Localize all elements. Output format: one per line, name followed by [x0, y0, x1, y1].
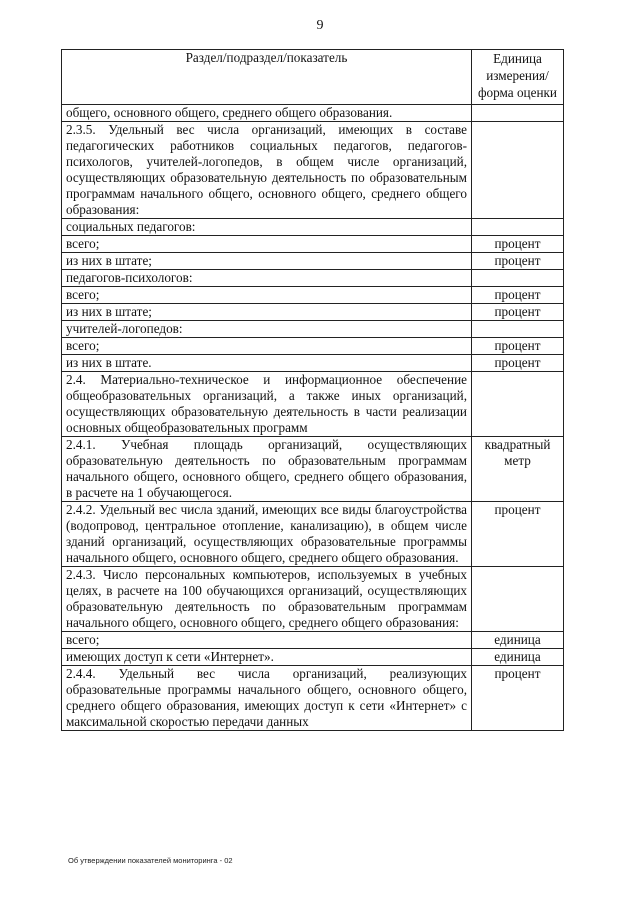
- unit-cell: квадратный метр: [472, 437, 564, 502]
- indicator-cell: педагогов-психологов:: [62, 270, 472, 287]
- indicator-cell: из них в штате.: [62, 355, 472, 372]
- indicator-cell: из них в штате;: [62, 304, 472, 321]
- table-header-row: [62, 50, 564, 105]
- unit-cell: [472, 122, 564, 219]
- table-row: [62, 338, 564, 355]
- header-section: Раздел/подраздел/показатель: [62, 50, 472, 105]
- indicator-cell: 2.3.5. Удельный вес числа организаций, имеющих в составе педагогических работников социальных педагогов, педагогов-психологов, учителей-логопедов, в общем числе организаций, осуществляющих образовательную деятельность по образовательным программам начального общего, основного общего, среднего общего образования:: [62, 122, 472, 219]
- unit-cell: процент: [472, 666, 564, 731]
- table-row: [62, 437, 564, 502]
- table-row: [62, 219, 564, 236]
- page-number: 9: [316, 18, 324, 33]
- indicator-cell: 2.4.1. Учебная площадь организаций, осуществляющих образовательную деятельность по образовательным программам начального общего, основного общего, среднего общего образования, в расчете на 1 обучающегося.: [62, 437, 472, 502]
- table-row: [62, 502, 564, 567]
- unit-cell: [472, 372, 564, 437]
- indicator-cell: 2.4.2. Удельный вес числа зданий, имеющих все виды благоустройства (водопровод, центральное отопление, канализацию), в общем числе зданий организаций, осуществляющих образовательные программы начального общего, основного общего, среднего общего образования.: [62, 502, 472, 567]
- indicator-cell: 2.4.3. Число персональных компьютеров, используемых в учебных целях, в расчете на 100 обучающихся организаций, осуществляющих образовательную деятельность по образовательным программам начального общего, основного общего, среднего общего образования:: [62, 567, 472, 632]
- header-unit: Единица измерения/ форма оценки: [472, 50, 564, 105]
- unit-cell: [472, 270, 564, 287]
- indicator-cell: имеющих доступ к сети «Интернет».: [62, 649, 472, 666]
- table-row: [62, 304, 564, 321]
- indicator-cell: всего;: [62, 632, 472, 649]
- indicators-table: [61, 49, 564, 731]
- indicator-cell: общего, основного общего, среднего общего образования.: [62, 105, 472, 122]
- indicator-cell: 2.4. Материально-техническое и информационное обеспечение общеобразовательных организаций, а также иных организаций, осуществляющих образовательную деятельность в части реализации основных общеобразовательных программ: [62, 372, 472, 437]
- indicator-cell: всего;: [62, 236, 472, 253]
- document-footer: Об утверждении показателей мониторинга - 02: [68, 856, 233, 865]
- indicator-cell: 2.4.4. Удельный вес числа организаций, реализующих образовательные программы начального общего, основного общего, среднего общего образования, имеющих доступ к сети «Интернет» с максимальной скоростью передачи данных: [62, 666, 472, 731]
- unit-cell: [472, 105, 564, 122]
- table-row: [62, 105, 564, 122]
- indicator-cell: из них в штате;: [62, 253, 472, 270]
- indicator-cell: социальных педагогов:: [62, 219, 472, 236]
- table-row: [62, 270, 564, 287]
- unit-cell: единица: [472, 632, 564, 649]
- table-row: [62, 567, 564, 632]
- unit-cell: процент: [472, 253, 564, 270]
- unit-cell: процент: [472, 338, 564, 355]
- unit-cell: процент: [472, 236, 564, 253]
- unit-cell: [472, 567, 564, 632]
- table-row: [62, 632, 564, 649]
- table-row: [62, 236, 564, 253]
- unit-cell: [472, 321, 564, 338]
- table-row: [62, 321, 564, 338]
- unit-cell: процент: [472, 287, 564, 304]
- table-row: [62, 372, 564, 437]
- indicator-cell: учителей-логопедов:: [62, 321, 472, 338]
- unit-cell: процент: [472, 304, 564, 321]
- unit-cell: процент: [472, 502, 564, 567]
- table-row: [62, 649, 564, 666]
- table-row: [62, 253, 564, 270]
- table-row: [62, 287, 564, 304]
- unit-cell: [472, 219, 564, 236]
- indicator-cell: всего;: [62, 338, 472, 355]
- unit-cell: единица: [472, 649, 564, 666]
- indicator-cell: всего;: [62, 287, 472, 304]
- table-row: [62, 122, 564, 219]
- table-row: [62, 355, 564, 372]
- table-row: [62, 666, 564, 731]
- unit-cell: процент: [472, 355, 564, 372]
